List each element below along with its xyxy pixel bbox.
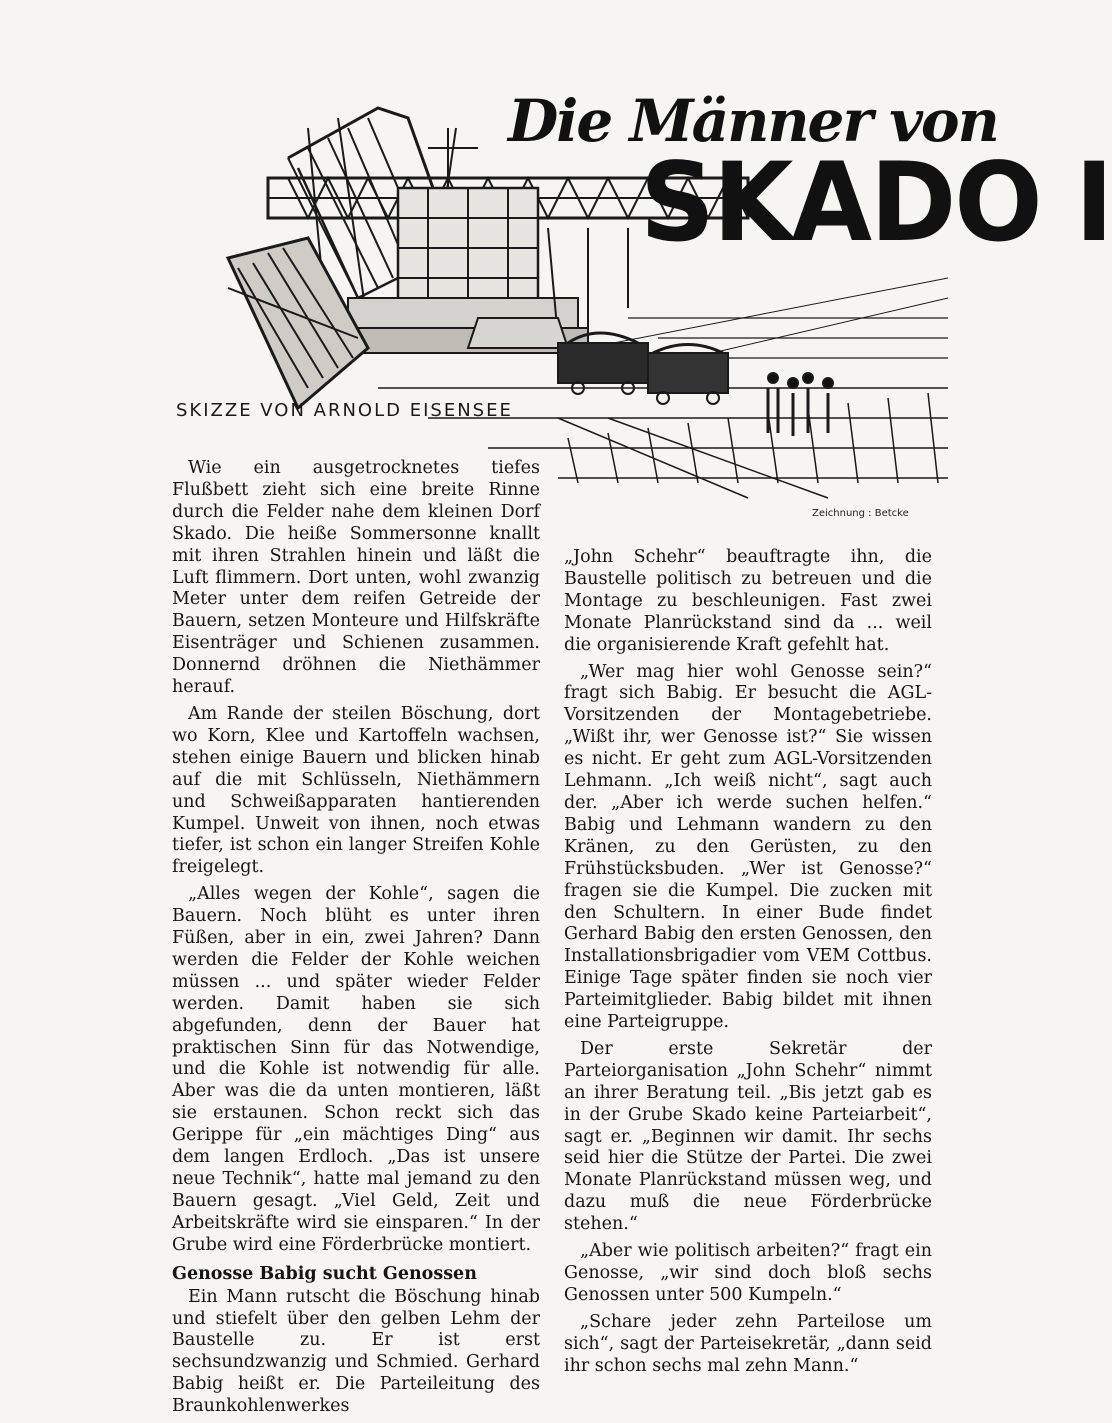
headline-line-1: Die Männer von	[508, 87, 998, 155]
paragraph: „John Schehr“ beauftragte ihn, die Baustelle politisch zu betreuen und die Montage zu beschleunigen. Fast zwei Monate Planrückstand sind da ... weil die organisierende Kraft gefehlt hat.	[564, 547, 932, 655]
paragraph: „Aber wie politisch arbeiten?“ fragt ein Genosse, „wir sind doch bloß sechs Genossen unter 500 Kumpeln.“	[564, 1241, 932, 1305]
paragraph: Am Rande der steilen Böschung, dort wo Korn, Klee und Kartoffeln wachsen, stehen einige Bauern und blicken hinab auf die mit Schlüsseln, Niethämmern und Schweißapparaten hantierenden Kumpel. Unweit von ihnen, noch etwas tiefer, ist schon ein langer Streifen Kohle freigelegt.	[172, 703, 540, 878]
left-column	[172, 458, 540, 1423]
paragraph: „Alles wegen der Kohle“, sagen die Bauern. Noch blüht es unter ihren Füßen, aber in ein, zwei Jahren? Dann werden die Felder der Kohle weichen müssen ... und später wieder Felder werden. Damit haben sie sich abgefunden, denn der Bauer hat praktischen Sinn für das Notwendige, und die Kohle ist notwendig für alle. Aber was die da unten montieren, läßt sie erstaunen. Schon reckt sich das Gerippe für „ein mächtiges Ding“ aus dem langen Erdloch. „Das ist unsere neue Technik“, hatte mal jemand zu den Bauern gesagt. „Viel Geld, Zeit und Arbeitskräfte wird sie einsparen.“ In der Grube wird eine Förderbrücke montiert.	[172, 884, 540, 1255]
section-heading: Genosse Babig sucht Genossen	[172, 1263, 477, 1284]
paragraph: Wie ein ausgetrocknetes tiefes Flußbett zieht sich eine breite Rinne durch die Felder nahe dem kleinen Dorf Skado. Die heiße Sommersonne knallt mit ihren Strahlen hinein und läßt die Luft flimmern. Dort unten, wohl zwanzig Meter unter dem reifen Getreide der Bauern, setzen Monteure und Hilfskräfte Eisenträger und Schienen zusammen. Donnernd dröhnen die Niethämmer herauf.	[172, 458, 540, 698]
paragraph: Ein Mann rutscht die Böschung hinab und stiefelt über den gelben Lehm der Baustelle zu. Er ist erst sechsundzwanzig und Schmied. Gerhard Babig heißt er. Die Parteileitung des Braunkohlenwerkes	[172, 1286, 540, 1417]
paragraph: „Schare jeder zehn Parteilose um sich“, sagt der Parteisekretär, „dann seid ihr schon sechs mal zehn Mann.“	[564, 1311, 932, 1376]
paragraph: „Wer mag hier wohl Genosse sein?“ fragt sich Babig. Er besucht die AGL-Vorsitzenden der Montagebetriebe. „Wißt ihr, wer Genosse ist?“ Sie wissen es nicht. Er geht zum AGL-Vorsitzenden Lehmann. „Ich weiß nicht“, sagt auch der. „Aber ich werde suchen helfen.“ Babig und Lehmann wandern zu den Kränen, zu den Gerüsten, zu den Frühstücksbuden. „Wer ist Genosse?“ fragen sie die Kumpel. Die zucken mit den Schultern. In einer Bude findet Gerhard Babig den ersten Genossen, den Installationsbrigadier vom VEM Cottbus. Einige Tage später finden sie noch vier Parteimitglieder. Babig bildet mit ihnen eine Parteigruppe.	[564, 661, 932, 1033]
headline-line-2: SKADO I	[640, 137, 1112, 267]
paragraph: Der erste Sekretär der Parteiorganisation „John Schehr“ nimmt an ihrer Beratung teil. „Bis jetzt gab es in der Grube Skado keine Parteiarbeit“, sagt er. „Beginnen wir damit. Ihr sechs seid hier die Stütze der Partei. Die zwei Monate Planrückstand müssen weg, und dazu muß die neue Förderbrücke stehen.“	[564, 1038, 932, 1235]
right-column	[564, 547, 932, 1383]
byline: SKIZZE VON ARNOLD EISENSEE	[176, 400, 513, 421]
illustration-credit: Zeichnung : Betcke	[812, 508, 909, 519]
